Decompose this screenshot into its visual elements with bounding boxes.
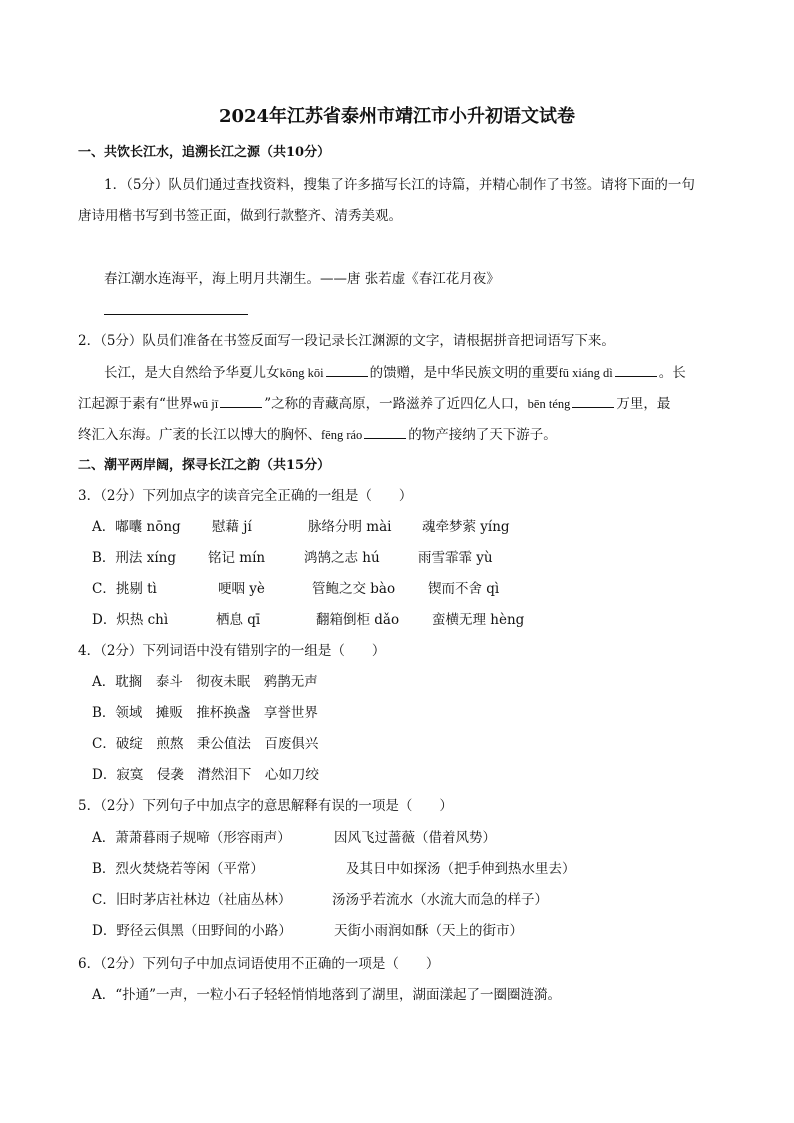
q2-text: 万里，最 [616,396,671,412]
q3-option-c-word3: 管鲍之交 bào [312,581,396,597]
q5-option-a-part1[interactable]: A．萧萧暮雨子规啼（形容雨声） [92,830,291,846]
exam-title: 2024年江苏省泰州市靖江市小升初语文试卷 [218,106,576,127]
pinyin: kōng kōi [279,366,324,380]
pinyin: fū xiáng dì [558,366,613,380]
q2-text: ”之称的青藏高原，一路滋养了近四亿人口， [264,396,528,412]
q5-option-c-part1[interactable]: C．旧时茅店社林边（社庙丛林） [92,892,292,908]
q3-option-d-word2: 栖息 qī [216,612,261,628]
q4-option-d[interactable]: D．寂寞 侵袭 潸然泪下 心如刀绞 [92,767,319,783]
q2-text: 江起源于素有“世界 [78,396,193,412]
q2-text: 。长 [658,365,686,381]
q3-option-b-word3: 鸿鹄之志 hú [304,550,380,566]
section-1-heading: 一、共饮长江水，追溯长江之源（共10分） [78,145,331,160]
q2-passage-line2 [78,394,670,413]
q3-option-c-word4: 锲而不舍 qì [428,581,500,597]
q4-option-a[interactable]: A．耽搁 泰斗 彻夜未眠 鸦鹊无声 [92,674,318,690]
q1-poem: 春江潮水连海平，海上明月共潮生。——唐 张若虚《春江花月夜》 [104,271,500,287]
pinyin: fēng ráo [321,428,363,442]
q3-option-d-word4: 蛮横无理 hèng [432,612,525,628]
q6-option-a[interactable]: A．“扑通”一声，一粒小石子轻轻悄悄地落到了湖里，湖面漾起了一圈圈涟漪。 [92,987,562,1003]
answer-blank[interactable] [220,394,262,408]
q2-text: 长江，是大自然给予华夏儿女 [104,365,280,381]
q3-option-d-word1[interactable]: D．炽热 chì [92,612,169,628]
q1-stem-line2: 唐诗用楷书写到书签正面，做到行款整齐、清秀美观。 [78,208,402,224]
q5-option-b-part1[interactable]: B．烈火焚烧若等闲（平常） [92,861,264,877]
q1-stem-line1: 1．（5分）队员们通过查找资料，搜集了许多描写长江的诗篇，并精心制作了书签。请将下面的一句 [104,177,695,193]
q2-text: 终汇入东海。广袤的长江以博大的胸怀、 [78,427,321,443]
pinyin: bēn téng [527,397,571,411]
section-2-heading: 二、潮平两岸阔，探寻长江之韵（共15分） [78,458,331,473]
answer-blank[interactable] [326,363,368,377]
q2-text: 的馈赠，是中华民族文明的重要 [369,365,559,381]
q3-option-a-word3: 脉络分明 mài [308,519,392,535]
q2-stem: 2．（5分）队员们准备在书签反面写一段记录长江渊源的文字，请根据拼音把词语写下来。 [78,333,615,349]
answer-blank[interactable] [364,425,406,439]
q5-stem: 5．（2分）下列句子中加点字的意思解释有误的一项是（ ） [78,798,453,814]
q5-option-d-part2: 天街小雨润如酥（天上的街市） [334,923,523,939]
answer-blank[interactable] [572,394,614,408]
q2-passage-line1 [104,363,686,382]
q3-option-c-word2: 哽咽 yè [218,581,265,597]
q3-option-b-word2: 铭记 mín [208,550,266,566]
q3-option-b-word4: 雨雪霏霏 yù [418,550,493,566]
q3-stem: 3．（2分）下列加点字的读音完全正确的一组是（ ） [78,488,413,504]
q1-answer-line[interactable] [104,314,248,315]
q5-option-b-part2: 及其日中如探汤（把手伸到热水里去） [346,861,576,877]
q2-text: 的物产接纳了天下游子。 [408,427,557,443]
q6-stem: 6．（2分）下列句子中加点词语使用不正确的一项是（ ） [78,956,440,972]
q3-option-a-word2: 慰藉 jí [212,519,252,535]
q3-option-c-word1[interactable]: C．挑剔 tì [92,581,157,597]
q5-option-a-part2: 因风飞过蔷薇（借着风势） [334,830,496,846]
q4-stem: 4．（2分）下列词语中没有错别字的一组是（ ） [78,643,386,659]
q3-option-b-word1[interactable]: B．刑法 xíng [92,550,176,566]
q2-passage-line3 [78,425,557,444]
q3-option-a-word1[interactable]: A．嘟囔 nōng [92,519,181,535]
q3-option-d-word3: 翻箱倒柜 dǎo [316,612,400,628]
q4-option-b[interactable]: B．领域 摊贩 推杯换盏 享誉世界 [92,705,318,721]
q5-option-d-part1[interactable]: D．野径云俱黑（田野间的小路） [92,923,292,939]
answer-blank[interactable] [615,363,657,377]
q5-option-c-part2: 汤汤乎若流水（水流大而急的样子） [332,892,548,908]
q4-option-c[interactable]: C．破绽 煎熬 秉公值法 百废俱兴 [92,736,319,752]
q3-option-a-word4: 魂牵梦萦 yíng [422,519,510,535]
pinyin: wū jī [192,397,219,411]
